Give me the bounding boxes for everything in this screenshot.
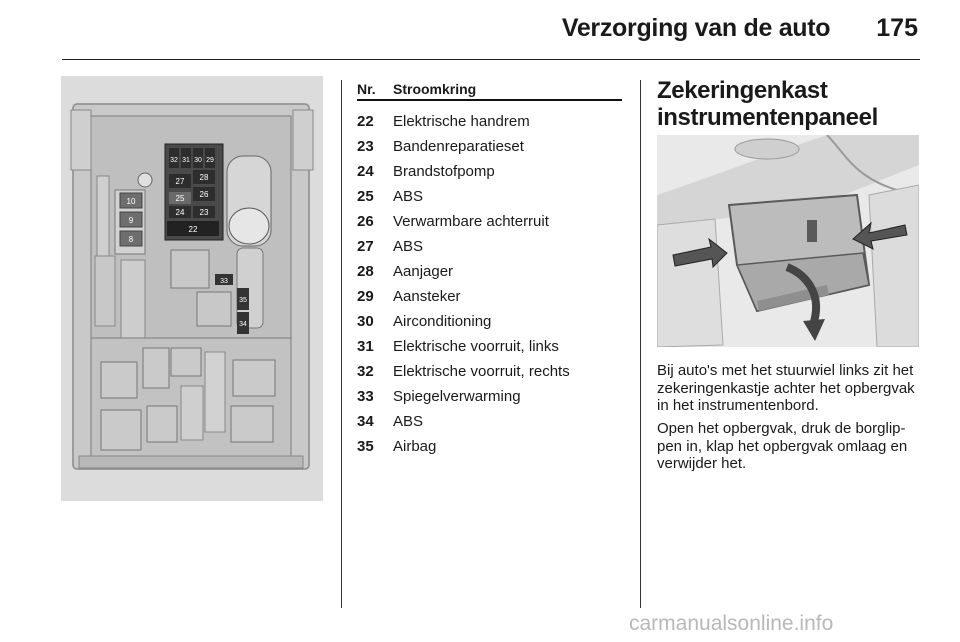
fuse-label-9: 9: [128, 216, 134, 225]
table-cell-nr: 23: [357, 138, 374, 155]
table-cell-nr: 35: [357, 438, 374, 455]
table-cell-nr: 24: [357, 163, 374, 180]
table-row: [357, 284, 622, 309]
table-cell-circuit: Verwarmbare achterruit: [393, 213, 549, 230]
fuse-label-31: 31: [182, 157, 190, 164]
table-cell-circuit: Elektrische handrem: [393, 113, 530, 130]
fuse-label-25: 25: [175, 194, 185, 203]
column-divider-left: [341, 80, 342, 608]
table-cell-circuit: Aanjager: [393, 263, 454, 280]
table-header: [357, 81, 622, 101]
section-heading-line1: Zekeringenkast: [657, 77, 828, 104]
watermark: carmanualsonline.info: [629, 612, 834, 635]
fuse-circuit-table: [357, 81, 622, 459]
fuse-label-22: 22: [188, 225, 198, 234]
paragraph-instructions: Open het opbergvak, druk de borglippen in, klap het opbergvak omlaag en verwijder het.: [657, 420, 908, 472]
table-row: [357, 209, 622, 234]
fuse-label-30: 30: [194, 157, 202, 164]
paragraph-location: Bij auto's met het stuurwiel links zit het zekeringenkastje achter het opbergvak in het instrumentenbord.: [657, 362, 915, 414]
table-row: [357, 384, 622, 409]
fuse-label-33: 33: [220, 278, 228, 285]
fuse-label-8: 8: [128, 235, 134, 244]
glovebox-photo: [657, 135, 919, 347]
page-header: [562, 14, 918, 43]
table-cell-circuit: Elektrische voorruit, rechts: [393, 363, 570, 380]
table-cell-circuit: Brandstofpomp: [393, 163, 495, 180]
table-row: [357, 134, 622, 159]
table-row: [357, 334, 622, 359]
table-row: [357, 309, 622, 334]
table-cell-circuit: Airbag: [393, 438, 437, 455]
table-cell-nr: 31: [357, 338, 374, 355]
table-cell-circuit: Airconditioning: [393, 313, 492, 330]
table-cell-circuit: ABS: [393, 188, 424, 205]
page-title: Verzorging van de auto: [561, 14, 831, 42]
table-cell-nr: 32: [357, 363, 374, 380]
table-cell-nr: 30: [357, 313, 374, 330]
table-row: [357, 234, 622, 259]
table-cell-nr: 33: [357, 388, 374, 405]
table-cell-nr: 26: [357, 213, 374, 230]
column-header-circuit: Stroomkring: [393, 81, 477, 97]
table-cell-circuit: ABS: [393, 238, 424, 255]
table-cell-nr: 22: [357, 113, 374, 130]
table-body: [357, 109, 622, 459]
table-row: [357, 359, 622, 384]
fuse-box-drawing: [61, 76, 323, 501]
table-cell-circuit: Elektrische voorruit, links: [393, 338, 559, 355]
fuse-label-34: 34: [239, 321, 247, 328]
column-divider-right: [640, 80, 641, 608]
table-cell-circuit: Bandenreparatieset: [393, 138, 524, 155]
fuse-label-28: 28: [199, 173, 209, 182]
table-row: [357, 159, 622, 184]
fuse-label-35: 35: [239, 297, 247, 304]
table-cell-circuit: Spiegelverwarming: [393, 388, 521, 405]
table-cell-nr: 34: [357, 413, 374, 430]
header-rule: [62, 59, 920, 60]
column-header-nr: Nr.: [357, 81, 376, 97]
fuse-box-illustration: [61, 76, 323, 501]
section-heading-block: [657, 77, 925, 131]
fuse-label-23: 23: [199, 208, 209, 217]
page-number: 175: [876, 14, 918, 42]
table-cell-nr: 27: [357, 238, 374, 255]
glovebox-drawing: [657, 135, 919, 347]
fuse-label-32: 32: [170, 157, 178, 164]
fuse-label-10: 10: [126, 197, 136, 206]
table-row: [357, 409, 622, 434]
table-row: [357, 184, 622, 209]
fuse-label-27: 27: [175, 177, 185, 186]
table-row: [357, 434, 622, 459]
table-cell-nr: 25: [357, 188, 374, 205]
table-cell-nr: 29: [357, 288, 374, 305]
fuse-label-29: 29: [206, 157, 214, 164]
table-cell-nr: 28: [357, 263, 374, 280]
section-heading: [657, 77, 925, 131]
table-cell-circuit: Aansteker: [393, 288, 461, 305]
table-cell-circuit: ABS: [393, 413, 424, 430]
table-row: [357, 259, 622, 284]
table-row: [357, 109, 622, 134]
fuse-label-24: 24: [175, 208, 185, 217]
fuse-label-26: 26: [199, 190, 209, 199]
section-heading-line2: instrumentenpaneel: [657, 104, 878, 131]
